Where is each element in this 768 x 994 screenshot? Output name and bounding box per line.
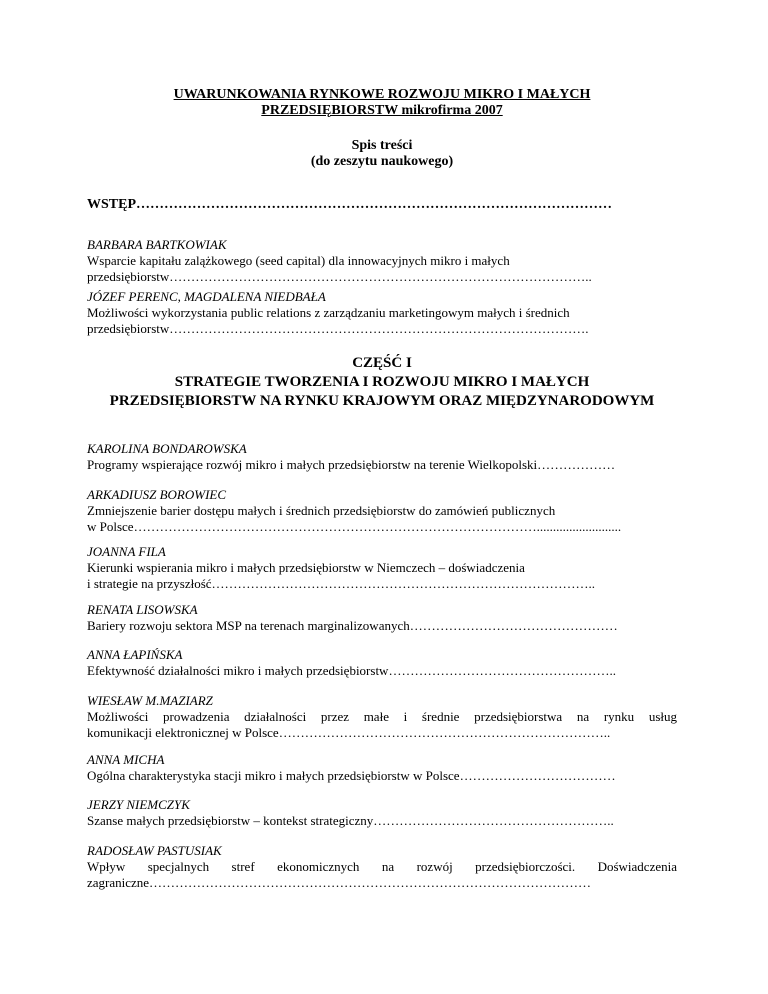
toc-entry xyxy=(87,544,677,592)
entry-title: Możliwości wykorzystania public relations z zarządzaniu marketingowym małych i średnich xyxy=(87,305,570,320)
entry-title: Programy wspierające rozwój mikro i małych przedsiębiorstw na terenie Wielkopolski……………… xyxy=(87,457,616,472)
toc-entry xyxy=(87,843,677,891)
entry-title: Zmniejszenie barier dostępu małych i średnich przedsiębiorstw do zamówień publicznych xyxy=(87,503,556,518)
toc-entry xyxy=(87,237,677,285)
entry-author: KAROLINA BONDAROWSKA xyxy=(87,441,247,456)
part-title-line-1: STRATEGIE TWORZENIA I ROZWOJU MIKRO I MAŁYCH xyxy=(174,374,590,390)
toc-entry xyxy=(87,441,677,473)
entry-author: RENATA LISOWSKA xyxy=(87,602,198,617)
entry-title: Wsparcie kapitału zalążkowego (seed capital) dla innowacyjnych mikro i małych xyxy=(87,253,510,268)
entry-title: Wpływ specjalnych stref ekonomicznych na rozwój przedsiębiorczości. Doświadczenia xyxy=(87,859,677,874)
entry-title-continued: przedsiębiorstw…………………………………………………………………………………….. xyxy=(87,269,592,284)
part-title-line-2: PRZEDSIĘBIORSTW NA RYNKU KRAJOWYM ORAZ MIĘDZYNARODOWYM xyxy=(109,393,655,409)
toc-entry xyxy=(87,752,677,784)
entry-author: JERZY NIEMCZYK xyxy=(87,797,190,812)
document-title-line-2: PRZEDSIĘBIORSTW mikrofirma 2007 xyxy=(261,103,503,118)
entry-title-continued: i strategie na przyszłość…………………………………………………………………………….. xyxy=(87,576,596,591)
entry-author: WIESŁAW M.MAZIARZ xyxy=(87,693,213,708)
entry-author: BARBARA BARTKOWIAK xyxy=(87,237,227,252)
entry-author: JOANNA FILA xyxy=(87,544,166,559)
entry-title: Szanse małych przedsiębiorstw – kontekst strategiczny……………………………………………….. xyxy=(87,813,614,828)
toc-heading: Spis treści xyxy=(351,138,413,153)
entry-author: JÓZEF PERENC, MAGDALENA NIEDBAŁA xyxy=(87,289,326,304)
entry-title: Bariery rozwoju sektora MSP na terenach marginalizowanych………………………………………… xyxy=(87,618,618,633)
entry-author: ANNA MICHA xyxy=(87,752,165,767)
document-title-line-1: UWARUNKOWANIA RYNKOWE ROZWOJU MIKRO I MAŁYCH xyxy=(173,87,591,102)
part-heading: CZĘŚĆ I xyxy=(352,355,412,371)
entry-title: Kierunki wspierania mikro i małych przedsiębiorstw w Niemczech – doświadczenia xyxy=(87,560,525,575)
toc-entry xyxy=(87,647,677,679)
entry-author: ANNA ŁAPIŃSKA xyxy=(87,647,183,662)
entry-title-continued: przedsiębiorstw……………………………………………………………………………………. xyxy=(87,321,589,336)
toc-entry xyxy=(87,693,677,741)
entry-title: Ogólna charakterystyka stacji mikro i małych przedsiębiorstw w Polsce……………………………… xyxy=(87,768,616,783)
entry-title-continued: w Polsce………………………………………………………………………………….......................... xyxy=(87,519,622,534)
entry-title: Efektywność działalności mikro i małych przedsiębiorstw…………………………………………….. xyxy=(87,663,616,678)
toc-entry xyxy=(87,797,677,829)
toc-entry xyxy=(87,602,677,634)
entry-title-continued: zagraniczne………………………………………………………………………………………… xyxy=(87,875,592,890)
entry-title-continued: komunikacji elektronicznej w Polsce………………………………………………………………….. xyxy=(87,725,611,740)
toc-intro-entry: WSTĘP………………………………………………………………………………………… xyxy=(87,197,613,212)
toc-entry xyxy=(87,289,677,337)
entry-title: Możliwości prowadzenia działalności przez małe i średnie przedsiębiorstwa na rynku usług xyxy=(87,709,677,724)
toc-entry xyxy=(87,487,677,535)
toc-subheading: (do zeszytu naukowego) xyxy=(310,154,454,169)
entry-author: ARKADIUSZ BOROWIEC xyxy=(87,487,227,502)
entry-author: RADOSŁAW PASTUSIAK xyxy=(87,843,222,858)
